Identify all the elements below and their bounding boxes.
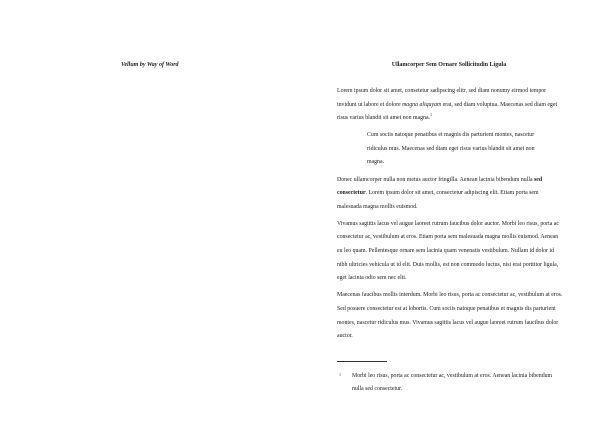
italic-text: magna aliquyam xyxy=(402,101,442,108)
paragraph-1 xyxy=(337,85,563,126)
footnote-marker: 1 xyxy=(339,371,341,377)
footnote xyxy=(337,370,563,397)
block-quote: Cum sociis natoque penatibus et magnis dis parturient montes, nascetur ridiculus mus. Maecenas sed diam eget risus varius blandit sit amet non magna. xyxy=(367,132,535,166)
text: Donec ullamcorper nulla non metus auctor fringilla. Aenean lacinia bibendum nulla xyxy=(337,176,535,183)
text-column xyxy=(337,85,563,397)
text: Lorem ipsum dolor sit amet, consetetur sadipscing elitr, sed diam nonumy eirmod tempor invidunt ut labore et dolore xyxy=(337,88,547,108)
footnote-text: Morbi leo risus, porta ac consectetur ac, vestibulum at eros. Aenean lacinia bibendum nulla sed consectetur. xyxy=(352,372,553,393)
bold-text: sed consectetur xyxy=(337,176,543,197)
paragraph-2 xyxy=(337,174,563,215)
text: . Lorem ipsum dolor sit amet, consectetur adipiscing elit. Etiam porta sem malesuada magna mollis euismod. xyxy=(337,190,539,210)
footnote-divider xyxy=(337,361,387,362)
paragraph-3: Vivamus sagittis lacus vel augue laoreet rutrum faucibus dolor auctor. Morbi leo risus, porta ac consectetur ac, vestibulum at eros. Etiam porta sem malesuada magna mollis euismod. Aenean eu leo quam. Pellentesque ornare sem lacinia quam venenatis vestibulum. Nullam id dolor id nibh ultricies vehicula ut id elit. Duis mollis, est non commodo luctus, nisi erat porttitor ligula, eget lacinia odio sem nec elit. xyxy=(337,220,559,282)
text: erat, sed diam voluptua. Maecenas sed diam eget risus varius blandit sit amet non magna. xyxy=(337,101,558,122)
running-header-right: Ullamcorper Sem Ornare Sollicitudin Ligula xyxy=(391,62,507,68)
running-header-left: Vellum by Way of Word xyxy=(121,62,179,68)
footnote-ref[interactable]: 1 xyxy=(430,112,432,118)
paragraph-4: Maecenas faucibus mollis interdum. Morbi leo risus, porta ac consectetur ac, vestibulum at eros. Sed posuere consectetur est at lobortis. Cum sociis natoque penatibus et magnis dis parturient montes, nascetur ridiculus mus. Vivamus sagittis lacus vel augue laoreet rutrum faucibus dolor auctor. xyxy=(337,292,563,340)
